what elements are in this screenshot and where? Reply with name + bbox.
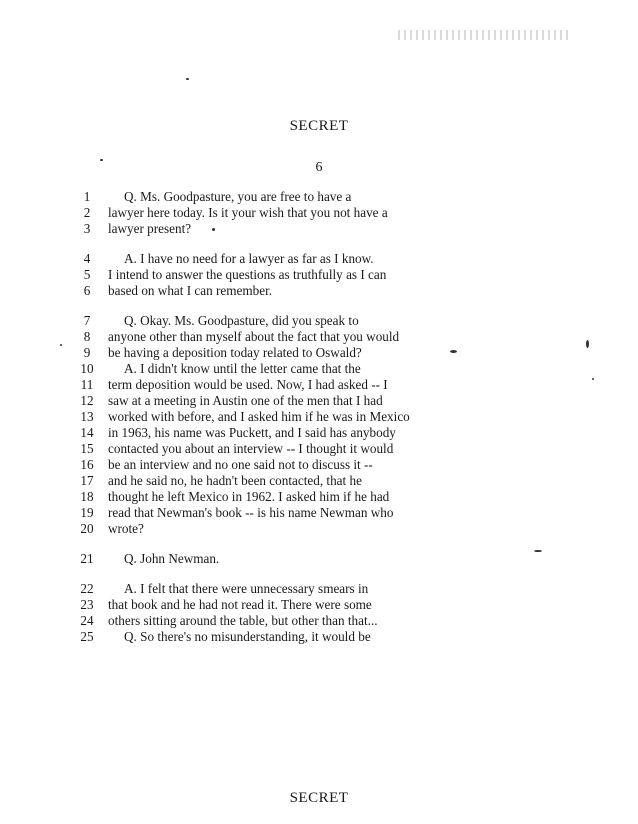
transcript-line — [0, 581, 638, 597]
transcript-line — [0, 251, 638, 267]
line-number: 10 — [80, 361, 94, 376]
line-number: 7 — [83, 313, 91, 328]
line-number: 18 — [80, 489, 94, 504]
line-number: 4 — [83, 251, 91, 266]
line-text: worked with before, and I asked him if he was in Mexico — [108, 409, 410, 424]
line-number: 19 — [80, 505, 94, 520]
line-text: contacted you about an interview -- I thought it would — [108, 441, 394, 456]
line-text: wrote? — [108, 521, 144, 536]
line-number: 11 — [80, 377, 94, 392]
line-text: Q. John Newman. — [124, 551, 220, 566]
line-text: and he said no, he hadn't been contacted, that he — [108, 473, 362, 488]
line-text: A. I have no need for a lawyer as far as I know. — [124, 251, 374, 266]
transcript-line — [0, 361, 638, 377]
transcript-line — [0, 345, 638, 361]
line-number: 8 — [83, 329, 91, 344]
line-text: others sitting around the table, but other than that... — [108, 613, 378, 628]
line-number: 16 — [80, 457, 94, 472]
line-number: 2 — [83, 205, 91, 220]
line-text: in 1963, his name was Puckett, and I said has anybody — [108, 425, 396, 440]
line-number: 14 — [80, 425, 94, 440]
line-number: 3 — [83, 221, 91, 236]
footer-classification: SECRET — [289, 790, 349, 806]
line-text: be having a deposition today related to Oswald? — [108, 345, 362, 360]
transcript-line — [0, 629, 638, 645]
line-number: 25 — [80, 629, 94, 644]
line-number: 17 — [80, 473, 94, 488]
line-number: 20 — [80, 521, 94, 536]
transcript-line — [0, 425, 638, 441]
page-number: 6 — [315, 160, 323, 175]
line-text: lawyer present? — [108, 221, 192, 236]
line-number: 23 — [80, 597, 94, 612]
line-text: saw at a meeting in Austin one of the men that I had — [108, 393, 383, 408]
transcript-line — [0, 457, 638, 473]
transcript-line — [0, 473, 638, 489]
transcript-line — [0, 267, 638, 283]
line-text: A. I didn't know until the letter came that the — [124, 361, 361, 376]
transcript-line — [0, 597, 638, 613]
line-text: term deposition would be used. Now, I had asked -- I — [108, 377, 388, 392]
line-text: Q. Ms. Goodpasture, you are free to have a — [124, 189, 352, 204]
line-text: based on what I can remember. — [108, 283, 273, 298]
line-number: 6 — [83, 283, 91, 298]
transcript-line — [0, 221, 638, 237]
transcript-line — [0, 441, 638, 457]
transcript-line — [0, 313, 638, 329]
line-text: be an interview and no one said not to discuss it -- — [108, 457, 373, 472]
transcript-line — [0, 521, 638, 537]
line-text: lawyer here today. Is it your wish that you not have a — [108, 205, 388, 220]
line-number: 22 — [80, 581, 94, 596]
transcript-line — [0, 505, 638, 521]
transcript-line — [0, 189, 638, 205]
transcript-line — [0, 377, 638, 393]
scan-speck — [186, 78, 189, 80]
line-number: 13 — [80, 409, 94, 424]
line-number: 5 — [83, 267, 91, 282]
line-text: A. I felt that there were unnecessary smears in — [124, 581, 369, 596]
line-text: read that Newman's book -- is his name Newman who — [108, 505, 394, 520]
line-text: thought he left Mexico in 1962. I asked him if he had — [108, 489, 390, 504]
line-number: 12 — [80, 393, 94, 408]
header-classification: SECRET — [289, 118, 349, 134]
line-text: Q. Okay. Ms. Goodpasture, did you speak to — [124, 313, 359, 328]
transcript-line — [0, 393, 638, 409]
line-text: Q. So there's no misunderstanding, it would be — [124, 629, 371, 644]
line-number: 21 — [80, 551, 94, 566]
scan-smudge — [398, 30, 568, 40]
transcript-line — [0, 409, 638, 425]
line-text: that book and he had not read it. There were some — [108, 597, 372, 612]
transcript-line — [0, 205, 638, 221]
transcript-line — [0, 283, 638, 299]
line-number: 9 — [83, 345, 91, 360]
line-text: anyone other than myself about the fact that you would — [108, 329, 400, 344]
transcript-line — [0, 613, 638, 629]
transcript-line — [0, 551, 638, 567]
line-number: 24 — [80, 613, 94, 628]
line-number: 15 — [80, 441, 94, 456]
transcript-line — [0, 489, 638, 505]
line-number: 1 — [83, 189, 91, 204]
transcript-line — [0, 329, 638, 345]
line-text: I intend to answer the questions as truthfully as I can — [108, 267, 387, 282]
